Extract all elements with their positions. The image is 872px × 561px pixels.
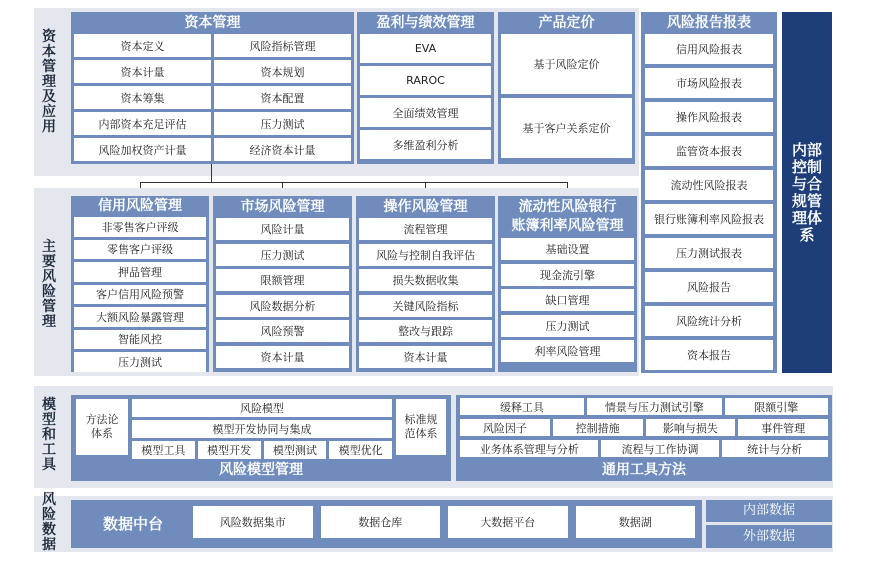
market-item: 压力测试 <box>216 244 349 266</box>
model-tool-item: 模型工具 <box>132 441 195 459</box>
liquidity-item: 缺口管理 <box>501 289 634 311</box>
capital-title: 资本管理 <box>184 15 241 31</box>
profit-item: RAROC <box>360 66 491 95</box>
data-item: 数据仓库 <box>321 506 441 538</box>
liquidity-item: 现金流引擎 <box>501 264 634 286</box>
general-tool-item: 情景与压力测试引擎 <box>587 398 721 415</box>
model-tool-item: 模型优化 <box>329 441 392 459</box>
operational-item: 关键风险指标 <box>359 295 492 317</box>
market-title: 市场风险管理 <box>240 199 325 215</box>
methodology-box: 方法论体系 <box>76 399 128 455</box>
market-item: 限额管理 <box>216 269 349 291</box>
liquidity-panel <box>498 196 637 372</box>
operational-title: 操作风险管理 <box>383 199 468 215</box>
report-item: 流动性风险报表 <box>645 170 773 200</box>
capital-item: 资本定义 <box>74 34 211 57</box>
credit-item: 零售客户评级 <box>74 240 206 260</box>
profit-item: 多维盈利分析 <box>360 130 491 159</box>
capital-item: 经济资本计量 <box>214 138 351 161</box>
operational-item: 流程管理 <box>359 218 492 240</box>
connector-vertical <box>211 164 212 182</box>
capital-item: 资本配置 <box>214 86 351 109</box>
capital-item: 资本筹集 <box>74 86 211 109</box>
report-item: 信用风险报表 <box>645 34 773 64</box>
connector-horizontal <box>140 182 567 183</box>
liquidity-item: 利率风险管理 <box>501 340 634 362</box>
profit-item: 全面绩效管理 <box>360 98 491 127</box>
pricing-item: 基于客户关系定价 <box>501 98 632 158</box>
pricing-item: 基于风险定价 <box>501 34 632 94</box>
report-item: 监管资本报表 <box>645 136 773 166</box>
general-tool-item: 业务体系管理与分析 <box>460 440 598 457</box>
row-label-model: 模型和工具 <box>42 397 56 473</box>
general-tool-item: 影响与损失 <box>646 419 736 436</box>
operational-item: 风险与控制自我评估 <box>359 244 492 266</box>
market-panel <box>213 196 352 372</box>
risk-model-box: 风险模型 <box>132 399 392 417</box>
capital-item: 资本规划 <box>214 60 351 83</box>
capital-item: 内部资本充足评估 <box>74 112 211 135</box>
internal-data-box: 内部数据 <box>706 500 832 522</box>
liquidity-item: 压力测试 <box>501 315 634 337</box>
market-item: 风险计量 <box>216 218 349 240</box>
external-data-box: 外部数据 <box>706 525 832 548</box>
dev-integration-box: 模型开发协同与集成 <box>132 420 392 438</box>
operational-item: 资本计量 <box>359 346 492 368</box>
reports-title: 风险报告报表 <box>667 15 751 31</box>
profit-panel <box>357 12 494 164</box>
liquidity-item: 基础设置 <box>501 238 634 260</box>
capital-panel <box>71 12 354 164</box>
credit-item: 非零售客户评级 <box>74 217 206 237</box>
data-item: 风险数据集市 <box>193 506 313 538</box>
general-tool-item: 流程与工作协调 <box>601 440 718 457</box>
capital-item: 风险指标管理 <box>214 34 351 57</box>
general-tool-item: 统计与分析 <box>722 440 828 457</box>
liquidity-title-1: 流动性风险银行 <box>518 199 617 215</box>
model-tool-item: 模型测试 <box>264 441 327 459</box>
credit-title: 信用风险管理 <box>98 198 182 214</box>
model-mgmt-panel <box>71 395 451 481</box>
data-center-title: 数据中台 <box>102 515 163 533</box>
general-tool-item: 事件管理 <box>738 419 828 436</box>
capital-item: 压力测试 <box>214 112 351 135</box>
report-item: 市场风险报表 <box>645 68 773 98</box>
standard-box: 标准规范体系 <box>396 399 446 455</box>
profit-item: EVA <box>360 34 491 63</box>
credit-item: 大额风险暴露管理 <box>74 307 206 327</box>
general-tools-title: 通用工具方法 <box>602 462 686 478</box>
liquidity-title-2: 账簿利率风险管理 <box>511 218 624 234</box>
data-center-panel <box>71 500 702 548</box>
credit-item: 客户信用风险预警 <box>74 285 206 305</box>
credit-item: 押品管理 <box>74 262 206 282</box>
operational-item: 损失数据收集 <box>359 269 492 291</box>
row-label-capital: 资本管理及应用 <box>42 29 56 135</box>
internal-control-bar: 内部控制与合规管理体系 <box>782 12 832 373</box>
pricing-title: 产品定价 <box>538 15 595 31</box>
row-label-data: 风险数据 <box>42 492 56 553</box>
general-tool-item: 缓释工具 <box>460 398 584 415</box>
profit-title: 盈利与绩效管理 <box>376 15 475 31</box>
reports-panel <box>641 12 777 373</box>
general-tool-item: 风险因子 <box>460 419 550 436</box>
data-item: 数据湖 <box>576 506 696 538</box>
credit-panel <box>71 196 209 372</box>
capital-item: 风险加权资产计量 <box>74 138 211 161</box>
market-item: 风险数据分析 <box>216 295 349 317</box>
pricing-panel <box>498 12 635 164</box>
capital-item: 资本计量 <box>74 60 211 83</box>
report-item: 风险报告 <box>645 272 773 302</box>
data-item: 大数据平台 <box>448 506 568 538</box>
operational-item: 整改与跟踪 <box>359 320 492 342</box>
report-item: 压力测试报表 <box>645 238 773 268</box>
report-item: 风险统计分析 <box>645 306 773 336</box>
market-item: 风险预警 <box>216 320 349 342</box>
report-item: 操作风险报表 <box>645 102 773 132</box>
credit-item: 压力测试 <box>74 352 206 372</box>
model-tool-item: 模型开发 <box>198 441 261 459</box>
model-mgmt-title: 风险模型管理 <box>219 462 303 478</box>
market-item: 资本计量 <box>216 346 349 368</box>
general-tool-item: 控制措施 <box>553 419 643 436</box>
report-item: 银行账簿利率风险报表 <box>645 204 773 234</box>
credit-item: 智能风控 <box>74 330 206 350</box>
operational-panel <box>356 196 495 372</box>
general-tools-panel <box>456 395 832 481</box>
report-item: 资本报告 <box>645 340 773 370</box>
row-label-main-risk: 主要风险管理 <box>42 239 56 330</box>
general-tool-item: 限额引擎 <box>725 398 828 415</box>
